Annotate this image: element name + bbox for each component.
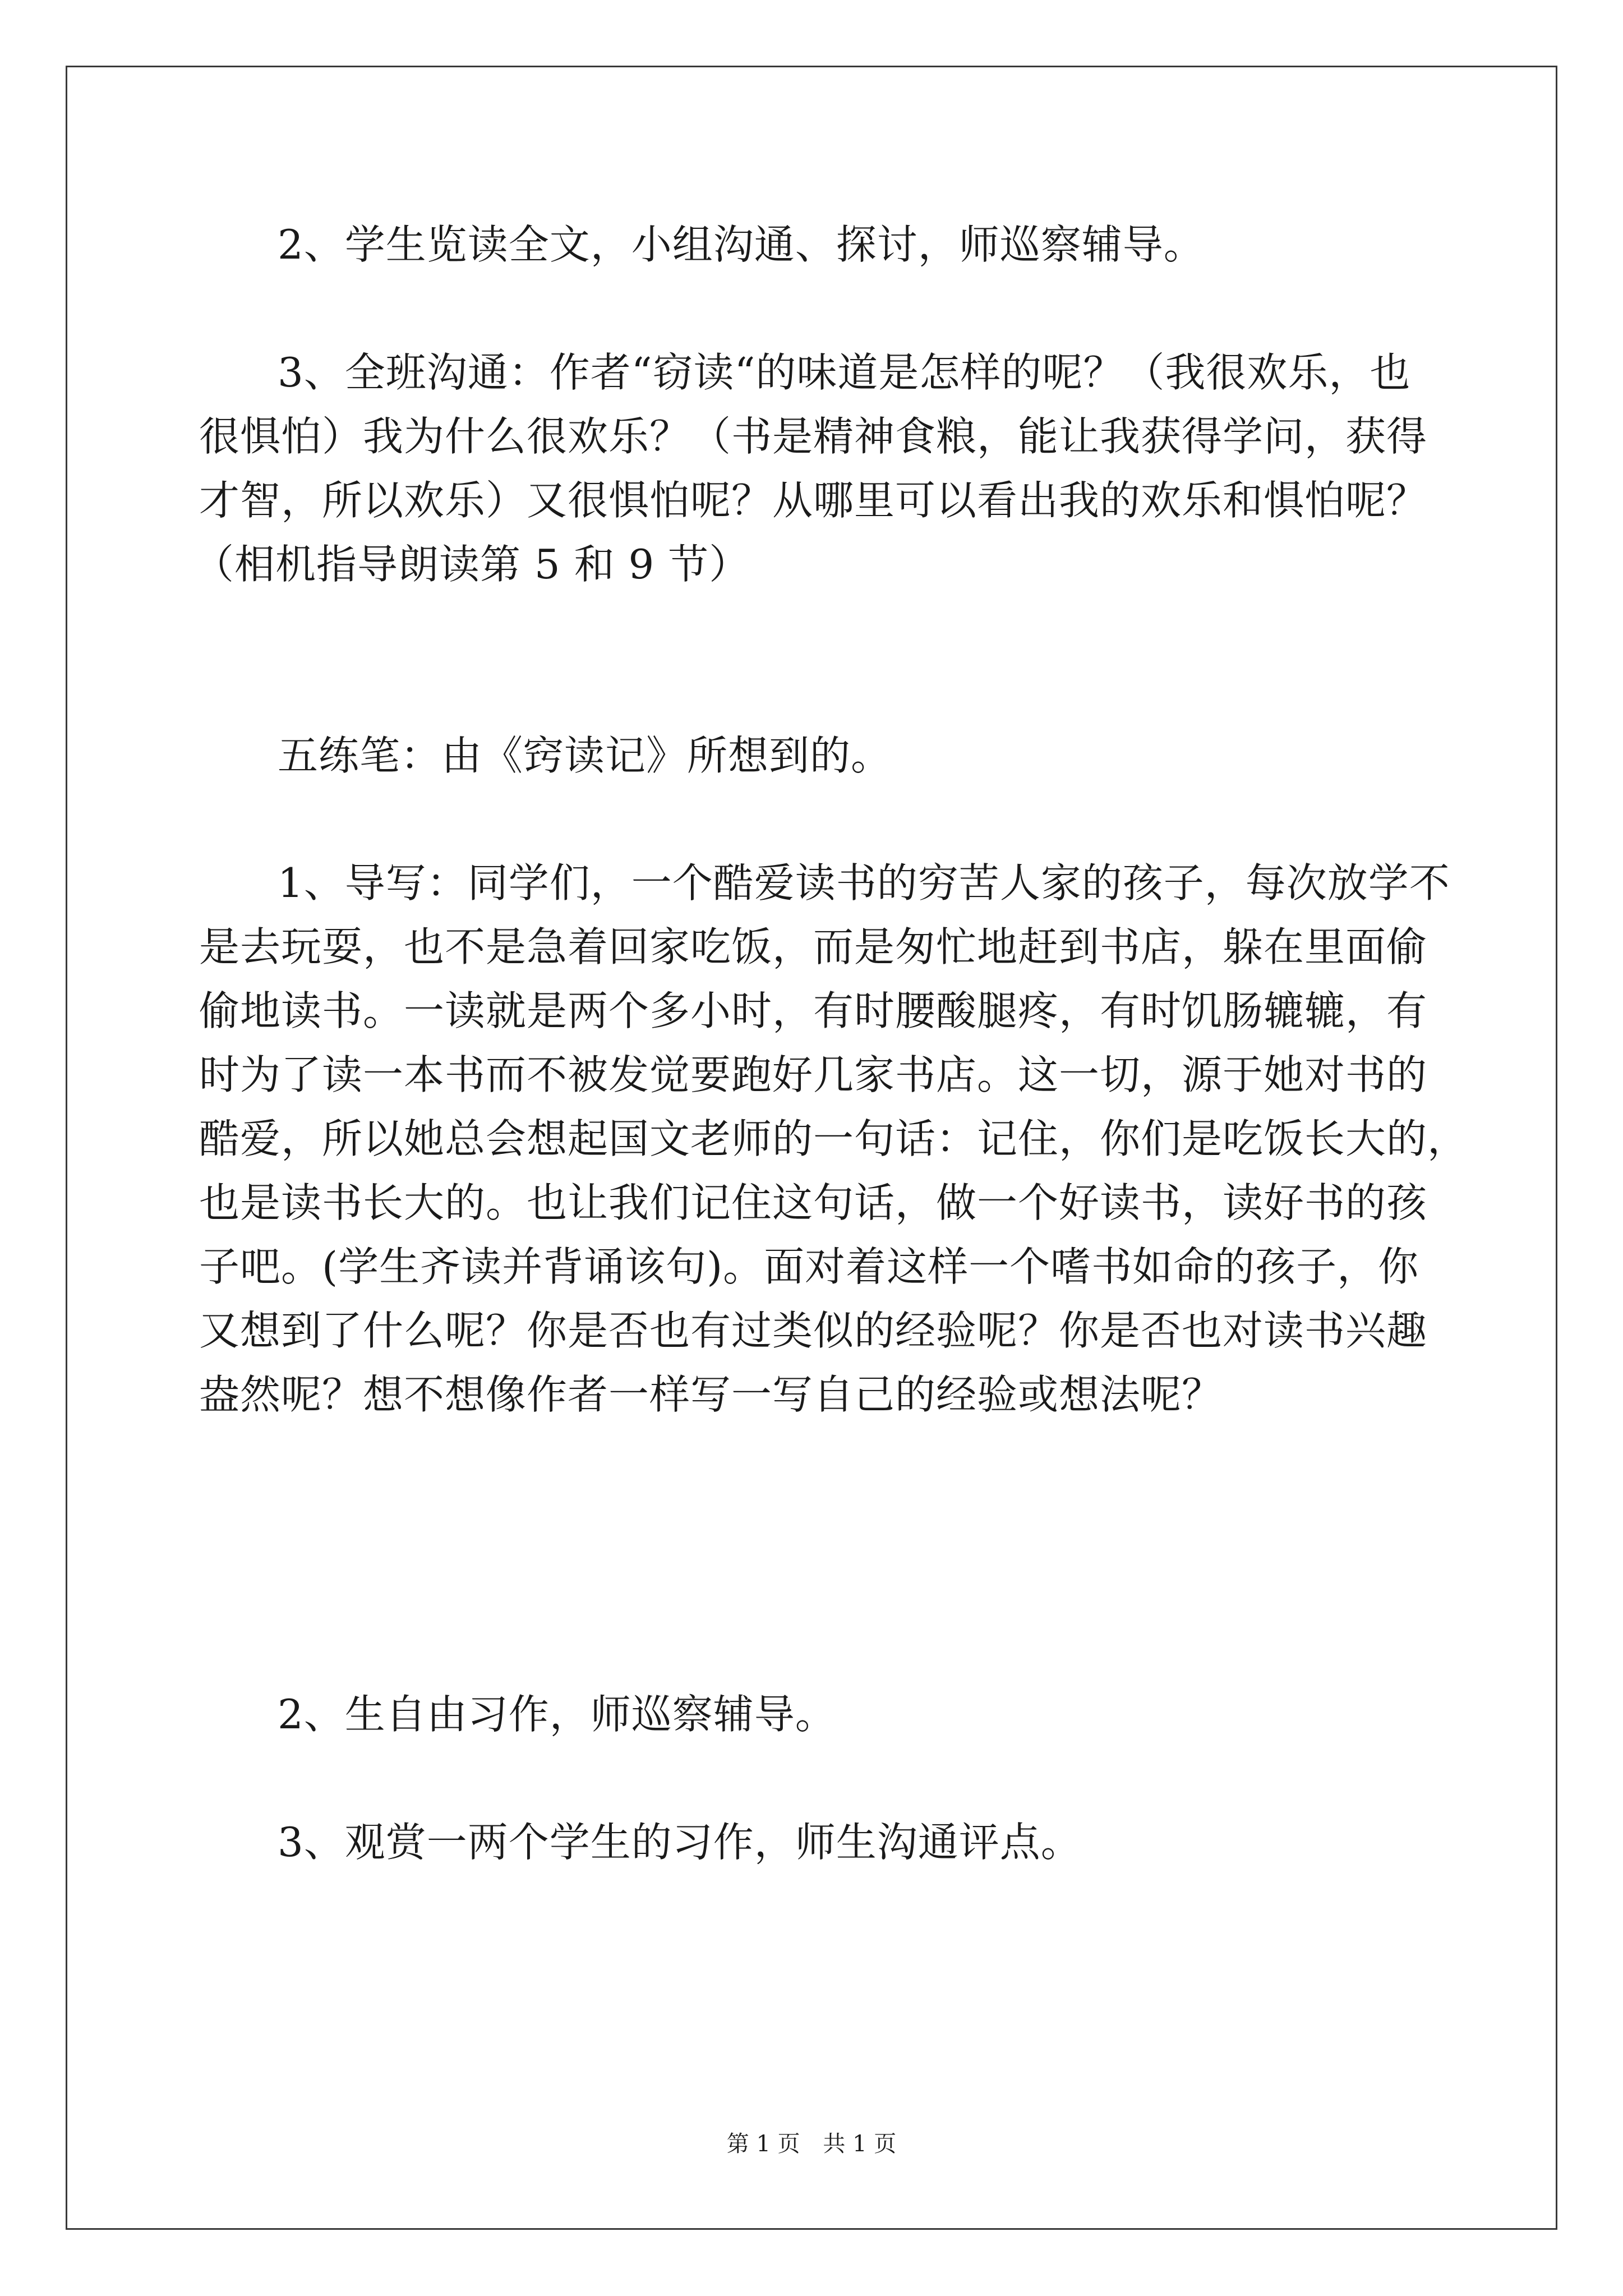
paragraph-line: 盎然呢？想不想像作者一样写一写自己的经验或想法呢？ bbox=[199, 1371, 1223, 1418]
page-total: 共 1 页 bbox=[823, 2131, 897, 2157]
paragraph-line: （相机指导朗读第 5 和 9 节） bbox=[193, 541, 750, 588]
paragraph-line: 才智，所以欢乐）又很惧怕呢？从哪里可以看出我的欢乐和惧怕呢？ bbox=[199, 477, 1428, 524]
paragraph-line: 很惧怕）我为什么很欢乐？（书是精神食粮，能让我获得学问，获得 bbox=[199, 413, 1428, 460]
paragraph-line: 3、观赏一两个学生的习作，师生沟通评点。 bbox=[278, 1819, 1082, 1866]
paragraph-line: 酷爱，所以她总会想起国文老师的一句话：记住，你们是吃饭长大的， bbox=[199, 1115, 1469, 1162]
paragraph-line: 1、导写：同学们，一个酷爱读书的穷苦人家的孩子，每次放学不 bbox=[278, 859, 1450, 907]
paragraph-line: 也是读书长大的。也让我们记住这句话，做一个好读书，读好书的孩 bbox=[199, 1179, 1428, 1226]
paragraph-line: 2、学生览读全文，小组沟通、探讨，师巡察辅导。 bbox=[278, 221, 1205, 268]
paragraph-4 bbox=[199, 848, 1468, 1430]
paragraph-5 bbox=[278, 1679, 836, 1750]
paragraph-line: 是去玩耍，也不是急着回家吃饭，而是匆忙地赶到书店，躲在里面偷 bbox=[199, 923, 1428, 970]
paragraph-line: 2、生自由习作，师巡察辅导。 bbox=[278, 1691, 836, 1738]
paragraph-line: 3、全班沟通：作者“窃读“的味道是怎样的呢？（我很欢乐，也 bbox=[278, 349, 1411, 396]
paragraph-line: 五练笔：由《窍读记》所想到的。 bbox=[278, 732, 892, 779]
paragraph-3 bbox=[278, 720, 892, 791]
page-footer bbox=[0, 2126, 1623, 2158]
page-number: 第 1 页 bbox=[726, 2131, 800, 2157]
paragraph-line: 偷地读书。一读就是两个多小时，有时腰酸腿疼，有时饥肠辘辘，有 bbox=[199, 987, 1428, 1034]
paragraph-2 bbox=[193, 337, 1428, 600]
paragraph-6 bbox=[278, 1807, 1082, 1878]
paragraph-line: 时为了读一本书而不被发觉要跑好几家书店。这一切，源于她对书的 bbox=[199, 1051, 1428, 1098]
paragraph-1 bbox=[278, 209, 1205, 280]
paragraph-line: 子吧。(学生齐读并背诵该句)。面对着这样一个嗜书如命的孩子，你 bbox=[199, 1243, 1419, 1290]
paragraph-line: 又想到了什么呢？你是否也有过类似的经验呢？你是否也对读书兴趣 bbox=[199, 1307, 1428, 1354]
